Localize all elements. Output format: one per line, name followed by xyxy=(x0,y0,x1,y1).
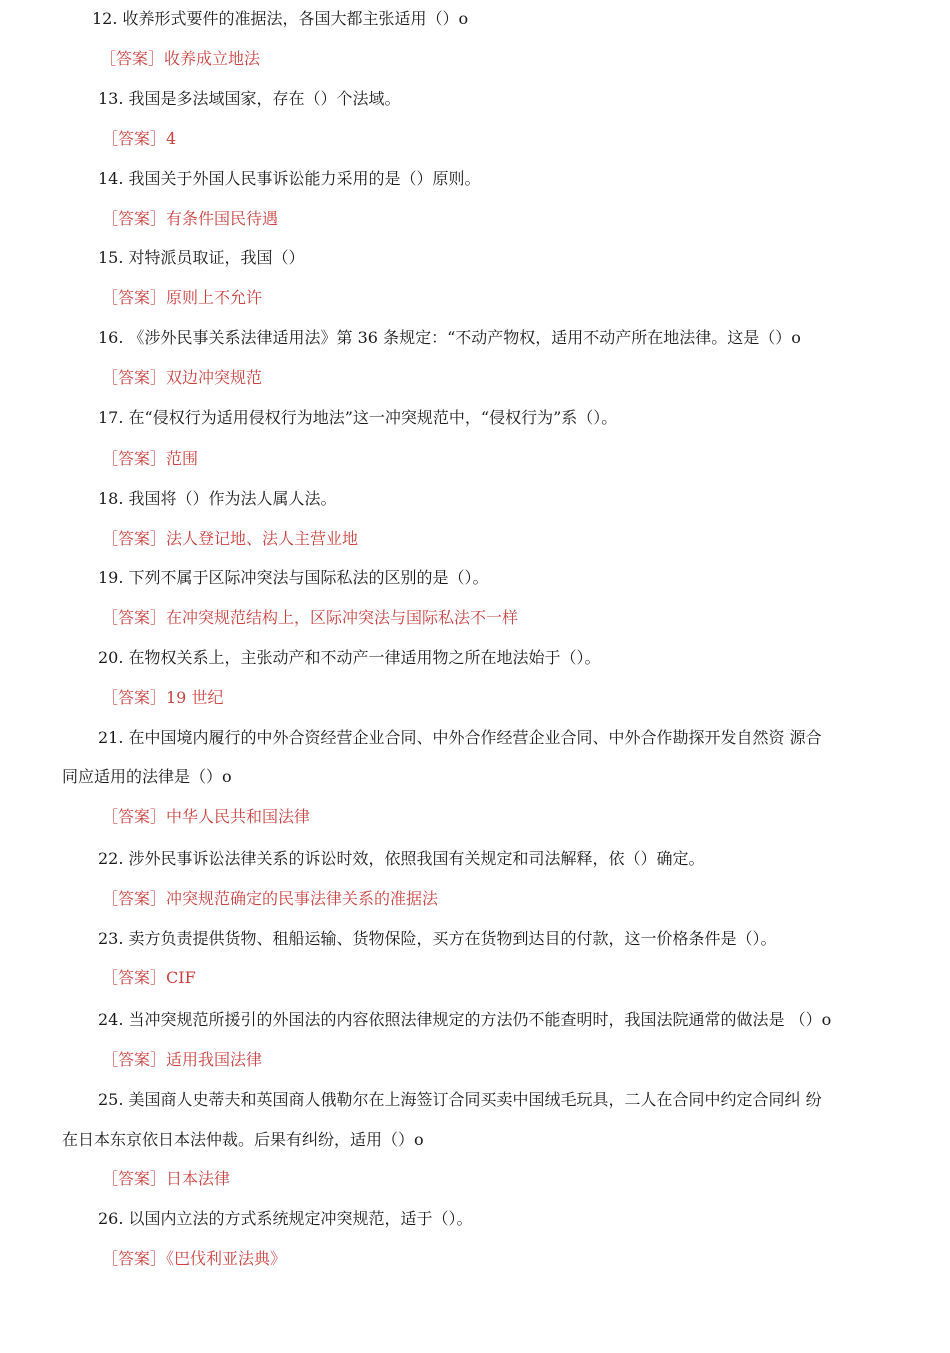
question-20: 20. 在物权关系上，主张动产和不动产一律适用物之所在地法始于（）。 xyxy=(98,648,601,667)
answer-16: ［答案］双边冲突规范 xyxy=(102,368,263,387)
answer-22: ［答案］冲突规范确定的民事法律关系的准据法 xyxy=(102,889,439,908)
question-22: 22. 涉外民事诉讼法律关系的诉讼时效，依照我国有关规定和司法解释，依（）确定。 xyxy=(98,849,705,868)
answer-24: ［答案］适用我国法律 xyxy=(102,1050,263,1069)
answer-14: ［答案］有条件国民待遇 xyxy=(102,209,279,228)
answer-26: ［答案］《巴伐利亚法典》 xyxy=(102,1249,287,1268)
question-25-line-1: 25. 美国商人史蒂夫和英国商人俄勒尔在上海签订合同买卖中国绒毛玩具，二人在合同中约定合同纠 纷 xyxy=(98,1090,822,1109)
question-17: 17. 在“侵权行为适用侵权行为地法”这一冲突规范中，“侵权行为”系（）。 xyxy=(98,408,618,427)
answer-21: ［答案］中华人民共和国法律 xyxy=(102,807,311,826)
question-23: 23. 卖方负责提供货物、租船运输、货物保险，买方在货物到达目的付款，这一价格条件是（）。 xyxy=(98,929,777,948)
question-24: 24. 当冲突规范所援引的外国法的内容依照法律规定的方法仍不能查明时，我国法院通常的做法是 （）o xyxy=(98,1010,832,1029)
question-19: 19. 下列不属于区际冲突法与国际私法的区别的是（）。 xyxy=(98,568,489,587)
question-12: 12. 收养形式要件的准据法，各国大都主张适用（）o xyxy=(92,9,469,28)
question-15: 15. 对特派员取证，我国（） xyxy=(98,248,305,267)
answer-25: ［答案］日本法律 xyxy=(102,1169,231,1188)
question-25-line-2: 在日本东京依日本法仲裁。后果有纠纷，适用（）o xyxy=(62,1130,424,1149)
answer-18: ［答案］法人登记地、法人主营业地 xyxy=(102,529,359,548)
answer-13: ［答案］4 xyxy=(102,129,177,148)
answer-20: ［答案］19 世纪 xyxy=(102,688,224,707)
question-14: 14. 我国关于外国人民事诉讼能力采用的是（）原则。 xyxy=(98,169,481,188)
question-13: 13. 我国是多法域国家，存在（）个法域。 xyxy=(98,89,401,108)
answer-15: ［答案］原则上不允许 xyxy=(102,288,263,307)
answer-17: ［答案］范围 xyxy=(102,449,199,468)
question-26: 26. 以国内立法的方式系统规定冲突规范，适于（）。 xyxy=(98,1209,473,1228)
answer-23: ［答案］CIF xyxy=(102,968,196,987)
question-16: 16. 《涉外民事关系法律适用法》第 36 条规定：“不动产物权，适用不动产所在地法律。这是（）o xyxy=(98,328,801,347)
answer-12: ［答案］收养成立地法 xyxy=(100,49,261,68)
question-21-line-2: 同应适用的法律是（）o xyxy=(62,767,232,786)
question-18: 18. 我国将（）作为法人属人法。 xyxy=(98,489,337,508)
question-21-line-1: 21. 在中国境内履行的中外合资经营企业合同、中外合作经营企业合同、中外合作勘探开发自然资 源合 xyxy=(98,728,822,747)
answer-19: ［答案］在冲突规范结构上，区际冲突法与国际私法不一样 xyxy=(102,608,519,627)
